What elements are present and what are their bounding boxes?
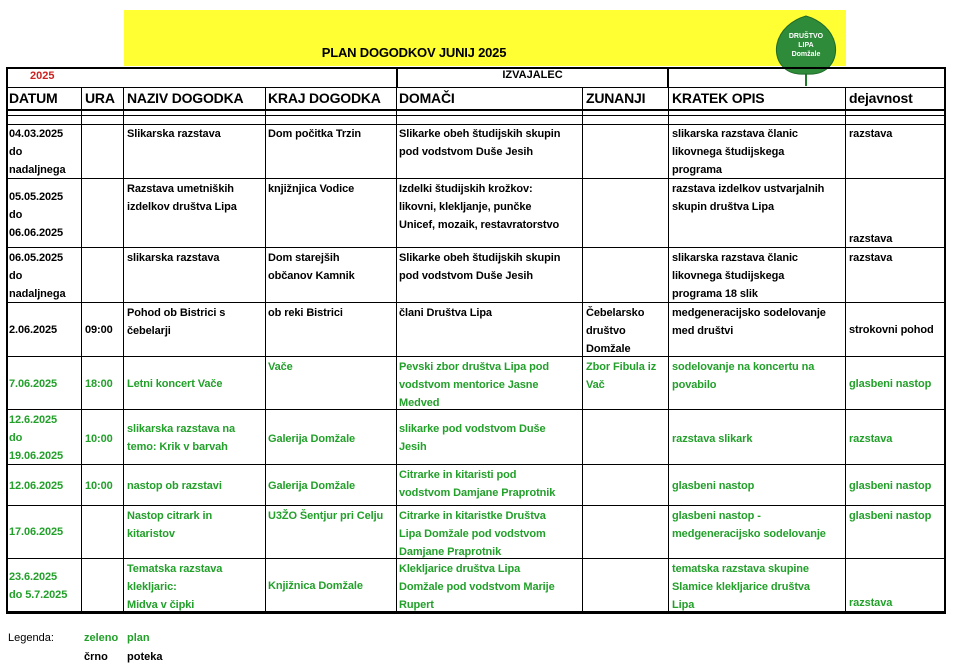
- cell-kraj: U3ŽO Šentjur pri Celju: [268, 510, 384, 522]
- logo-text-1: DRUŠTVO: [788, 33, 824, 40]
- cell-kraj: ob reki Bistrici: [268, 307, 343, 319]
- page-title: PLAN DOGODKOV JUNIJ 2025: [321, 45, 507, 60]
- cell-kraj: knjižnjica Vodice: [268, 183, 355, 195]
- header-datum: DATUM: [9, 90, 58, 106]
- cell-datum: 06.05.2025 do nadaljnega: [9, 252, 66, 300]
- header-kraj: KRAJ DOGODKA: [268, 90, 381, 106]
- header-dejavnost: dejavnost: [849, 90, 913, 106]
- cell-naziv: slikarska razstava na temo: Krik v barvah: [127, 423, 235, 453]
- grid-line: [6, 356, 946, 357]
- cell-dejavnost: strokovni pohod: [849, 324, 934, 336]
- cell-opis: sodelovanje na koncertu na povabilo: [672, 361, 815, 391]
- legend-word-plan: zeleno: [84, 632, 119, 644]
- cell-kraj: Dom počitka Trzin: [268, 128, 362, 140]
- cell-opis: slikarska razstava članic likovnega študijskega programa 18 slik: [672, 252, 798, 300]
- grid-line: [6, 178, 946, 179]
- cell-opis: tematska razstava skupine Slamice klekljarice društva Lipa: [672, 563, 810, 611]
- cell-ura: 09:00: [85, 324, 113, 336]
- cell-opis: medgeneracijsko sodelovanje med društvi: [672, 307, 826, 337]
- cell-domaci: Klekljarice društva Lipa Domžale pod vodstvom Marije Rupert: [399, 563, 555, 611]
- header-domaci: DOMAČI: [399, 90, 455, 106]
- cell-opis: glasbeni nastop: [672, 480, 755, 492]
- cell-zunanji: Zbor Fibula iz Vač: [586, 361, 657, 391]
- grid-line: [396, 87, 397, 613]
- cell-dejavnost: razstava: [849, 597, 893, 609]
- cell-naziv: Nastop citrark in kitaristov: [127, 510, 213, 540]
- grid-line: [845, 87, 846, 613]
- cell-domaci: Pevski zbor društva Lipa pod vodstvom mentorice Jasne Medved: [399, 361, 550, 409]
- cell-domaci: Citrarke in kitaristke Društva Lipa Domžale pod vodstvom Damjane Praprotnik: [399, 510, 546, 558]
- cell-dejavnost: razstava: [849, 233, 893, 245]
- cell-dejavnost: razstava: [849, 128, 893, 140]
- grid-line: [6, 302, 946, 303]
- header-opis: KRATEK OPIS: [672, 90, 765, 106]
- cell-naziv: Pohod ob Bistrici s čebelarji: [127, 307, 226, 337]
- legend-meaning-done: poteka: [127, 651, 163, 663]
- cell-kraj: Knjižnica Domžale: [268, 580, 363, 592]
- cell-naziv: Razstava umetniških izdelkov društva Lipa: [127, 183, 237, 213]
- cell-dejavnost: glasbeni nastop: [849, 510, 932, 522]
- logo-text-2: LIPA: [798, 42, 814, 49]
- legend-meaning-plan: plan: [127, 632, 150, 644]
- legend-word-done: črno: [84, 651, 108, 663]
- grid-line: [6, 87, 946, 88]
- cell-opis: razstava izdelkov ustvarjalnih skupin društva Lipa: [672, 183, 825, 213]
- cell-zunanji: Čebelarsko društvo Domžale: [586, 307, 645, 355]
- cell-datum: 05.05.2025 do 06.06.2025: [9, 191, 64, 239]
- cell-domaci: Slikarke obeh študijskih skupin pod vodstvom Duše Jesih: [399, 252, 561, 282]
- cell-domaci: člani Društva Lipa: [399, 307, 492, 319]
- cell-ura: 10:00: [85, 433, 113, 445]
- cell-dejavnost: glasbeni nastop: [849, 378, 932, 390]
- cell-kraj: Vače: [268, 361, 293, 373]
- cell-domaci: Izdelki študijskih krožkov: likovni, klekljanje, punčke Unicef, mozaik, restavratorstvo: [399, 183, 560, 231]
- cell-kraj: Galerija Domžale: [268, 480, 356, 492]
- cell-domaci: Citrarke in kitaristi pod vodstvom Damjane Praprotnik: [399, 469, 556, 499]
- cell-datum: 12.6.2025 do 19.06.2025: [9, 414, 64, 462]
- cell-datum: 23.6.2025 do 5.7.2025: [9, 571, 68, 601]
- performer-group-header: IZVAJALEC: [396, 67, 669, 87]
- cell-datum: 2.06.2025: [9, 324, 58, 336]
- cell-domaci: slikarke pod vodstvom Duše Jesih: [399, 423, 546, 453]
- cell-dejavnost: glasbeni nastop: [849, 480, 932, 492]
- cell-naziv: Letni koncert Vače: [127, 378, 223, 390]
- cell-naziv: Slikarska razstava: [127, 128, 221, 140]
- grid-line: [265, 87, 266, 613]
- cell-datum: 17.06.2025: [9, 526, 64, 538]
- cell-dejavnost: razstava: [849, 433, 893, 445]
- cell-naziv: nastop ob razstavi: [127, 480, 222, 492]
- header-zunanji: ZUNANJI: [586, 90, 646, 106]
- cell-datum: 7.06.2025: [9, 378, 58, 390]
- grid-line: [81, 87, 82, 613]
- cell-kraj: Dom starejših občanov Kamnik: [268, 252, 355, 282]
- grid-line: [6, 505, 946, 506]
- cell-opis: slikarska razstava članic likovnega študijskega programa: [672, 128, 798, 176]
- cell-datum: 04.03.2025 do nadaljnega: [9, 128, 66, 176]
- cell-opis: razstava slikark: [672, 433, 753, 445]
- logo-text-3: Domžale: [791, 51, 821, 58]
- header-naziv: NAZIV DOGODKA: [127, 90, 244, 106]
- grid-line: [6, 115, 946, 116]
- grid-line: [6, 109, 946, 111]
- cell-naziv: slikarska razstava: [127, 252, 220, 264]
- cell-naziv: Tematska razstava klekljaric: Midva v čipki: [127, 563, 223, 611]
- cell-kraj: Galerija Domžale: [268, 433, 356, 445]
- cell-domaci: Slikarke obeh študijskih skupin pod vodstvom Duše Jesih: [399, 128, 561, 158]
- grid-line: [6, 464, 946, 465]
- year-label: 2025: [30, 70, 55, 82]
- cell-dejavnost: razstava: [849, 252, 893, 264]
- grid-line: [668, 87, 669, 613]
- header-ura: URA: [85, 90, 115, 106]
- cell-opis: glasbeni nastop - medgeneracijsko sodelovanje: [672, 510, 826, 540]
- grid-line: [582, 87, 583, 613]
- grid-line: [6, 247, 946, 248]
- cell-datum: 12.06.2025: [9, 480, 64, 492]
- cell-ura: 10:00: [85, 480, 113, 492]
- legend-label: Legenda:: [8, 632, 54, 644]
- grid-line: [123, 87, 124, 613]
- cell-ura: 18:00: [85, 378, 113, 390]
